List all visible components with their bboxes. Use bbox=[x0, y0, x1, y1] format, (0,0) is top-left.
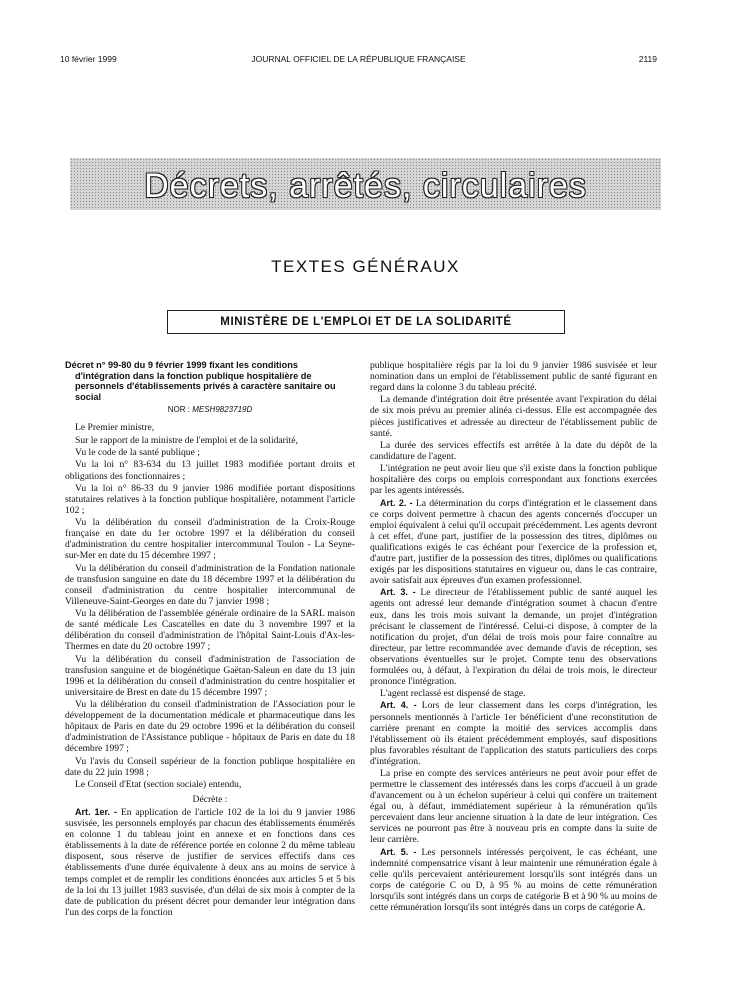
article-1-paragraph: La durée des services effectifs est arrêtée à la date du dépôt de la candidature de l'agent. bbox=[370, 439, 657, 462]
nor-reference bbox=[65, 404, 355, 415]
visa-paragraph: Vu la loi n° 86-33 du 9 janvier 1986 modifiée portant dispositions statutaires relatives à la fonction publique hospitalière, notamment l'article 102 ; bbox=[65, 482, 355, 516]
visa-paragraph: Sur le rapport de la ministre de l'emploi et de la solidarité, bbox=[75, 434, 298, 446]
visa-paragraph: Vu la loi n° 83-634 du 13 juillet 1983 modifiée portant droits et obligations des fonctionnaires ; bbox=[65, 459, 355, 482]
article-3-paragraph: L'agent reclassé est dispensé de stage. bbox=[380, 688, 526, 700]
article-label: Art. 1er. - bbox=[75, 807, 117, 818]
article-1-paragraph: L'intégration ne peut avoir lieu que s'il existe dans la fonction publique hospitalière des corps ou emplois correspondant aux fonctions exercées par les agents intéressés. bbox=[370, 463, 657, 497]
article-1-paragraph: La demande d'intégration doit être présentée avant l'expiration du délai de six mois prévu au premier alinéa ci-dessus. Elle est accompagnée des pièces justificatives et adressée au directeur de l'établissement public de santé. bbox=[370, 394, 657, 439]
article-4 bbox=[370, 700, 657, 766]
ministry-box: MINISTÈRE DE L'EMPLOI ET DE LA SOLIDARITÉ bbox=[167, 310, 565, 334]
decrete-line: Décrète : bbox=[192, 794, 228, 806]
article-text: En application de l'article 102 de la loi du 9 janvier 1986 susvisée, les personnels employés par chacun des établissements énumérés en colonne 1 du tableau joint en annexe et en fonctions dans ces établissements à la date de référence portée en colonne 2 du même tableau disposent, sous réserve de justifier de services effectifs dans ces établissements d'une durée équivalente à deux ans au moins de service à temps complet et de remplir les conditions énoncées aux articles 5 et 5 bis de la loi du 13 juillet 1983 susvisée, d'un délai de six mois à compter de la date de publication du présent décret pour demander leur intégration dans l'un des corps de la fonction bbox=[65, 807, 355, 918]
article-5 bbox=[370, 847, 657, 913]
visa-paragraph: Le Conseil d'Etat (section sociale) entendu, bbox=[75, 779, 242, 791]
visa-paragraph: Vu l'avis du Conseil supérieur de la fonction publique hospitalière en date du 22 juin 1998 ; bbox=[65, 755, 355, 778]
visa-paragraph: Vu la délibération du conseil d'administration de l'Association pour le développement de la documentation médicale et pharmaceutique dans les hôpitaux de Paris en date du 29 octobre 1996 et la délibération du conseil d'administration de l'Assistance publique - hôpitaux de Paris en date du 18 décembre 1997 ; bbox=[65, 699, 355, 755]
article-1-continuation: publique hospitalière régis par la loi du 9 janvier 1986 susvisée et leur nomination dans un emploi de l'établissement public de santé figurant en regard dans la colonne 3 du tableau précité. bbox=[370, 360, 657, 394]
article-text: Les personnels intéressés perçoivent, le cas échéant, une indemnité compensatrice visant à leur maintenir une rémunération égale à celle qu'ils percevaient antérieurement lorsqu'ils sont intégrés dans un corps de catégorie C ou D, à 95 % au moins de cette rémunération lorsqu'ils sont intégrés dans un corps de catégorie B et à 90 % au moins de cette rémunération lorsqu'ils sont intégrés dans un corps de catégorie A. bbox=[370, 846, 657, 913]
article-2 bbox=[370, 498, 657, 586]
article-4-paragraph: La prise en compte des services antérieurs ne peut avoir pour effet de permettre le classement des intéressés dans les corps d'accueil à un grade d'avancement ou à un échelon supérieur à celui qui confère un traitement égal ou, à défaut, immédiatement supérieur à la rémunération qu'ils percevaient dans leur ancienne situation à la date de leur intégration. Ces services ne pourront pas être à nouveau pris en compte dans la suite de leur carrière. bbox=[370, 768, 657, 846]
column-left bbox=[65, 360, 355, 919]
article-3 bbox=[370, 587, 657, 686]
issue-date: 10 février 1999 bbox=[60, 54, 117, 64]
article-text: La détermination du corps d'intégration et le classement dans ce corps doivent permettre à chacun des agents concernés d'occuper un emploi équivalent à celui qu'il occupait précédemment. Les agents devront à cet effet, d'une part, justifier de la possession des titres, diplômes ou qualifications exigés le cas échéant pour l'exercice de la profession et, d'autre part, justifier de la possession des titres, diplômes ou qualifications exigés par les dispositions statutaires en vigueur ou, dans le cas contraire, avoir satisfait aux épreuves d'un examen professionnel. bbox=[370, 497, 657, 587]
visa-paragraph: Vu la délibération de l'assemblée générale ordinaire de la SARL maison de santé médicale Les Cascatelles en date du 3 novembre 1997 et la délibération du conseil d'administration de l'hôpital Saint-Louis d'Ax-les-Thermes en date du 20 octobre 1997 ; bbox=[65, 608, 355, 653]
journal-name: JOURNAL OFFICIEL DE LA RÉPUBLIQUE FRANÇAISE bbox=[251, 54, 466, 64]
visa-paragraph: Vu la délibération du conseil d'administration de la Croix-Rouge française en date du 1er octobre 1997 et la délibération du conseil d'administration du centre hospitalier intercommunal Toulon - La Seyne-sur-Mer en date du 15 décembre 1997 ; bbox=[65, 517, 355, 562]
article-label: Art. 4. - bbox=[380, 700, 417, 711]
article-label: Art. 5. - bbox=[380, 846, 417, 857]
visa-paragraph: Vu la délibération du conseil d'administration de la Fondation nationale de transfusion sanguine en date du 18 décembre 1997 et la délibération du conseil d'administration du centre hospitalier intercommunal de Villeneuve-Saint-Georges en date du 7 janvier 1998 ; bbox=[65, 562, 355, 607]
article-label: Art. 2. - bbox=[380, 497, 413, 508]
section-banner: Décrets, arrêtés, circulaires bbox=[70, 158, 661, 210]
column-right bbox=[370, 360, 657, 914]
article-text: Le directeur de l'établissement public de santé auquel les agents ont adressé leur demande d'intégration soumet à chacun d'entre eux, dans les trois mois suivant la demande, un projet d'intégration précisant le classement de l'intéressé. Celui-ci dispose, à compter de la notification du projet, d'un délai de trois mois pour faire connaître au directeur, par lettre recommandée avec demande d'avis de réception, ses observations éventuelles sur le projet. Compte tenu des observations formulées ou, à défaut, à l'expiration du délai de trois mois, le directeur prononce l'intégration. bbox=[370, 587, 657, 687]
page-number: 2119 bbox=[638, 54, 657, 64]
section-title: TEXTES GÉNÉRAUX bbox=[271, 257, 460, 276]
article-1 bbox=[65, 807, 355, 917]
nor-label: NOR : bbox=[167, 405, 190, 415]
article-label: Art. 3. - bbox=[380, 587, 416, 598]
visa-paragraph: Vu le code de la santé publique ; bbox=[75, 447, 200, 459]
nor-value: MESH9823719D bbox=[192, 405, 253, 415]
visa-paragraph: Le Premier ministre, bbox=[75, 422, 155, 434]
article-text: Lors de leur classement dans les corps d'intégration, les personnels mentionnés à l'article 1er bénéficient d'une reconstitution de carrière prenant en compte la moitié des services accomplis dans l'établissement où ils étaient précédemment employés, sauf dispositions plus favorables résultant de l'application des statuts particuliers des corps d'intégration. bbox=[370, 700, 658, 767]
visa-paragraph: Vu la délibération du conseil d'administration de l'association de transfusion sanguine et de biogénétique Gaëtan-Saleun en date du 13 juin 1996 et la délibération du conseil d'administration du centre hospitalier et universitaire de Brest en date du 15 décembre 1997 ; bbox=[65, 653, 355, 698]
decree-title: Décret n° 99-80 du 9 février 1999 fixant les conditions d'intégration dans la fonction publique hospitalière de personnels d'établissements privés à caractère sanitaire ou social bbox=[65, 360, 336, 402]
